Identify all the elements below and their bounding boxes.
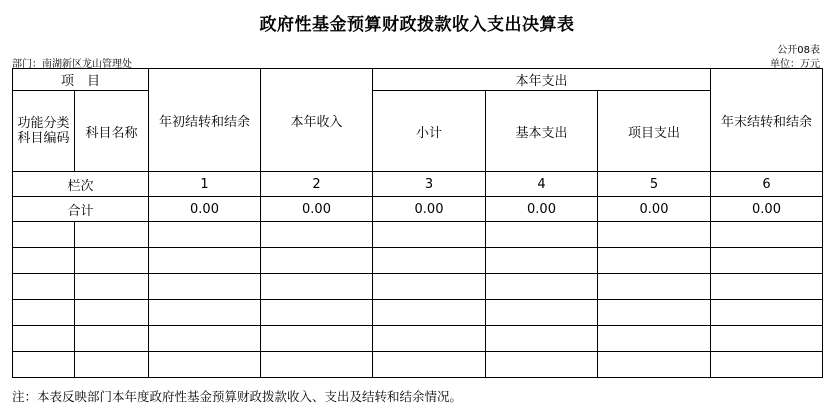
- header-basic: 基本支出: [486, 91, 598, 172]
- table-row: [13, 248, 823, 274]
- header-item: 项 目: [13, 69, 149, 91]
- total-value: 0.00: [711, 197, 823, 222]
- column-number: 2: [261, 172, 373, 197]
- total-row: [13, 197, 823, 222]
- report-title: 政府性基金预算财政拨款收入支出决算表: [259, 15, 575, 35]
- form-code: 公开08表: [777, 45, 820, 56]
- table-row: [13, 326, 823, 352]
- total-value: 0.00: [373, 197, 486, 222]
- total-value: 0.00: [261, 197, 373, 222]
- header-subtotal: 小计: [373, 91, 486, 172]
- column-number: 1: [149, 172, 261, 197]
- header-expense-group: 本年支出: [373, 69, 711, 91]
- unit-label: 单位：万元: [770, 59, 820, 70]
- department-label: 部门：南湖新区龙山管理处: [12, 59, 132, 70]
- header-end-balance: 年末结转和结余: [711, 69, 823, 172]
- total-value: 0.00: [486, 197, 598, 222]
- column-number: 6: [711, 172, 823, 197]
- header-begin-balance: 年初结转和结余: [149, 69, 261, 172]
- total-label: 合计: [13, 197, 149, 222]
- report-table: [12, 68, 823, 378]
- column-number: 4: [486, 172, 598, 197]
- table-row: [13, 274, 823, 300]
- header-project: 项目支出: [598, 91, 711, 172]
- column-number-row: [13, 172, 823, 197]
- column-number: 5: [598, 172, 711, 197]
- column-number-label: 栏次: [13, 172, 149, 197]
- table-row: [13, 222, 823, 248]
- total-value: 0.00: [149, 197, 261, 222]
- header-func-code: 功能分类科目编码: [13, 91, 75, 172]
- table-row: [13, 352, 823, 378]
- table-row: [13, 300, 823, 326]
- column-number: 3: [373, 172, 486, 197]
- header-income: 本年收入: [261, 69, 373, 172]
- footnote: 注：本表反映部门本年度政府性基金预算财政拨款收入、支出及结转和结余情况。: [12, 389, 463, 404]
- header-subject-name: 科目名称: [75, 91, 149, 172]
- total-value: 0.00: [598, 197, 711, 222]
